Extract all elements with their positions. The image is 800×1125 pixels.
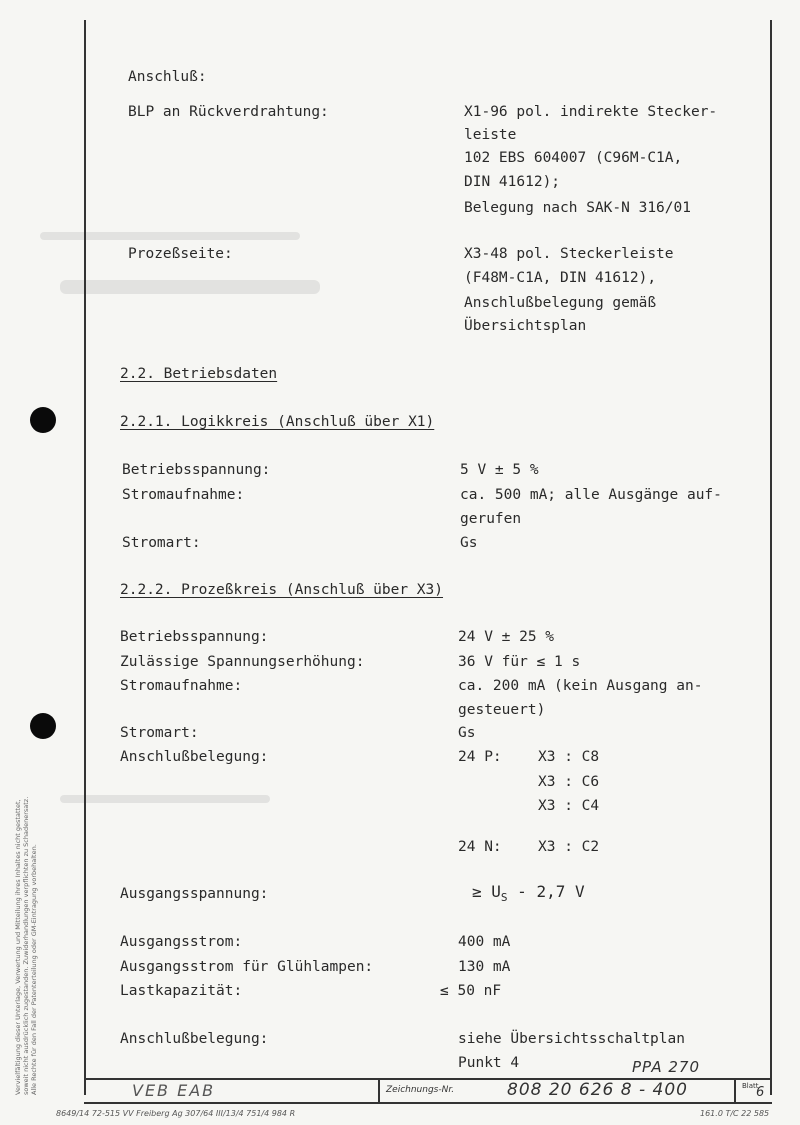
blp-value-line: X1-96 pol. indirekte Stecker- bbox=[464, 104, 718, 120]
prozess-betrieb-label: Betriebsspannung: bbox=[120, 629, 269, 645]
blp-value-line: Belegung nach SAK-N 316/01 bbox=[464, 200, 691, 216]
anschluss2-value: siehe Übersichtsschaltplan bbox=[458, 1031, 685, 1047]
zulaessig-label: Zulässige Spannungserhöhung: bbox=[120, 654, 365, 670]
logik-strom-label: Stromaufnahme: bbox=[122, 487, 245, 503]
sheet-number: 6 bbox=[756, 1085, 765, 1100]
blp-value-line: 102 EBS 604007 (C96M-C1A, bbox=[464, 150, 683, 166]
scan-smudge bbox=[40, 232, 300, 240]
ausgangsstrom-label: Ausgangsstrom: bbox=[120, 934, 243, 950]
lastkapazitaet-label: Lastkapazität: bbox=[120, 983, 243, 999]
punch-hole-top bbox=[30, 407, 56, 433]
scan-smudge bbox=[60, 280, 320, 294]
logik-stromart-value: Gs bbox=[460, 535, 478, 551]
drawing-number-label: Zeichnungs-Nr. bbox=[386, 1085, 455, 1095]
prozess-value-line: Anschlußbelegung gemäß bbox=[464, 295, 657, 311]
anschluss2-value-cont: Punkt 4 bbox=[458, 1055, 520, 1071]
ausgangsspannung-value bbox=[472, 883, 585, 907]
prozess-strom-value-cont: gesteuert) bbox=[458, 702, 546, 718]
ppa-stamp: PPA 270 bbox=[632, 1058, 701, 1076]
p-pin: X3 : C6 bbox=[538, 774, 600, 790]
n-label: 24 N: bbox=[458, 839, 502, 855]
logik-betrieb-value: 5 V ± 5 % bbox=[460, 462, 539, 478]
prozess-stromart-value: Gs bbox=[458, 725, 476, 741]
prozess-value-line: (F48M-C1A, DIN 41612), bbox=[464, 270, 657, 286]
side-note-line: Alle Rechte für den Fall der Patenterteilung oder GM-Eintragung vorbehalten. bbox=[30, 844, 38, 1095]
gluehlampen-value: 130 mA bbox=[458, 959, 511, 975]
drawing-number: 808 20 626 8 - 400 bbox=[507, 1080, 688, 1100]
p-label: 24 P: bbox=[458, 749, 502, 765]
blp-label: BLP an Rückverdrahtung: bbox=[128, 104, 329, 120]
ausgangsspannung-symbol: ≥ U bbox=[472, 882, 501, 901]
section-221-heading: 2.2.1. Logikkreis (Anschluß über X1) bbox=[120, 414, 435, 430]
side-note-line: soweit nicht ausdrücklich zugestanden. Zuwiderhandlungen verpflichten zu Schadenersatz. bbox=[22, 796, 30, 1095]
frame-right-border bbox=[770, 20, 772, 1095]
anschluss-heading: Anschluß: bbox=[128, 69, 207, 85]
logik-stromart-label: Stromart: bbox=[122, 535, 201, 551]
prozess-stromart-label: Stromart: bbox=[120, 725, 199, 741]
prozess-label: Prozeßseite: bbox=[128, 246, 233, 262]
print-footer-left: 8649/14 72-515 VV Freiberg Ag 307/64 III/13/4 751/4 984 R bbox=[56, 1109, 296, 1118]
ausgangsspannung-subscript: S bbox=[500, 891, 508, 905]
prozess-value-line: Übersichtsplan bbox=[464, 318, 587, 334]
ausgangsspannung-rest: - 2,7 V bbox=[517, 882, 585, 901]
zulaessig-value: 36 V für ≤ 1 s bbox=[458, 654, 581, 670]
blp-value-line: DIN 41612); bbox=[464, 174, 561, 190]
belegung-label: Anschlußbelegung: bbox=[120, 749, 269, 765]
title-block-divider bbox=[734, 1080, 736, 1102]
company-name: VEB EAB bbox=[132, 1081, 216, 1100]
n-pin: X3 : C2 bbox=[538, 839, 600, 855]
prozess-value-line: X3-48 pol. Steckerleiste bbox=[464, 246, 674, 262]
anschluss2-label: Anschlußbelegung: bbox=[120, 1031, 269, 1047]
sheet-label: Blatt bbox=[742, 1082, 759, 1090]
section-22-heading: 2.2. Betriebsdaten bbox=[120, 366, 278, 382]
lastkapazitaet-value: ≤ 50 nF bbox=[440, 983, 502, 999]
p-pin: X3 : C8 bbox=[538, 749, 600, 765]
p-pin: X3 : C4 bbox=[538, 798, 600, 814]
blp-value-line: leiste bbox=[464, 127, 517, 143]
logik-strom-value-cont: gerufen bbox=[460, 511, 522, 527]
logik-betrieb-label: Betriebsspannung: bbox=[122, 462, 271, 478]
section-222-heading: 2.2.2. Prozeßkreis (Anschluß über X3) bbox=[120, 582, 444, 598]
title-block-divider bbox=[378, 1080, 380, 1102]
print-footer-right: 161.0 T/C 22 585 bbox=[700, 1109, 770, 1118]
prozess-strom-label: Stromaufnahme: bbox=[120, 678, 243, 694]
prozess-betrieb-value: 24 V ± 25 % bbox=[458, 629, 555, 645]
drawing-title-block bbox=[84, 1078, 772, 1104]
prozess-strom-value: ca. 200 mA (kein Ausgang an- bbox=[458, 678, 703, 694]
copyright-side-note bbox=[14, 675, 38, 1095]
logik-strom-value: ca. 500 mA; alle Ausgänge auf- bbox=[460, 487, 722, 503]
gluehlampen-label: Ausgangsstrom für Glühlampen: bbox=[120, 959, 374, 975]
ausgangsstrom-value: 400 mA bbox=[458, 934, 511, 950]
frame-left-border bbox=[84, 20, 86, 1095]
side-note-line: Vervielfältigung dieser Unterlage, Verwertung und Mitteilung ihres Inhaltes nicht gestattet, bbox=[14, 799, 22, 1095]
ausgangsspannung-label: Ausgangsspannung: bbox=[120, 886, 269, 902]
scan-smudge bbox=[60, 795, 270, 803]
